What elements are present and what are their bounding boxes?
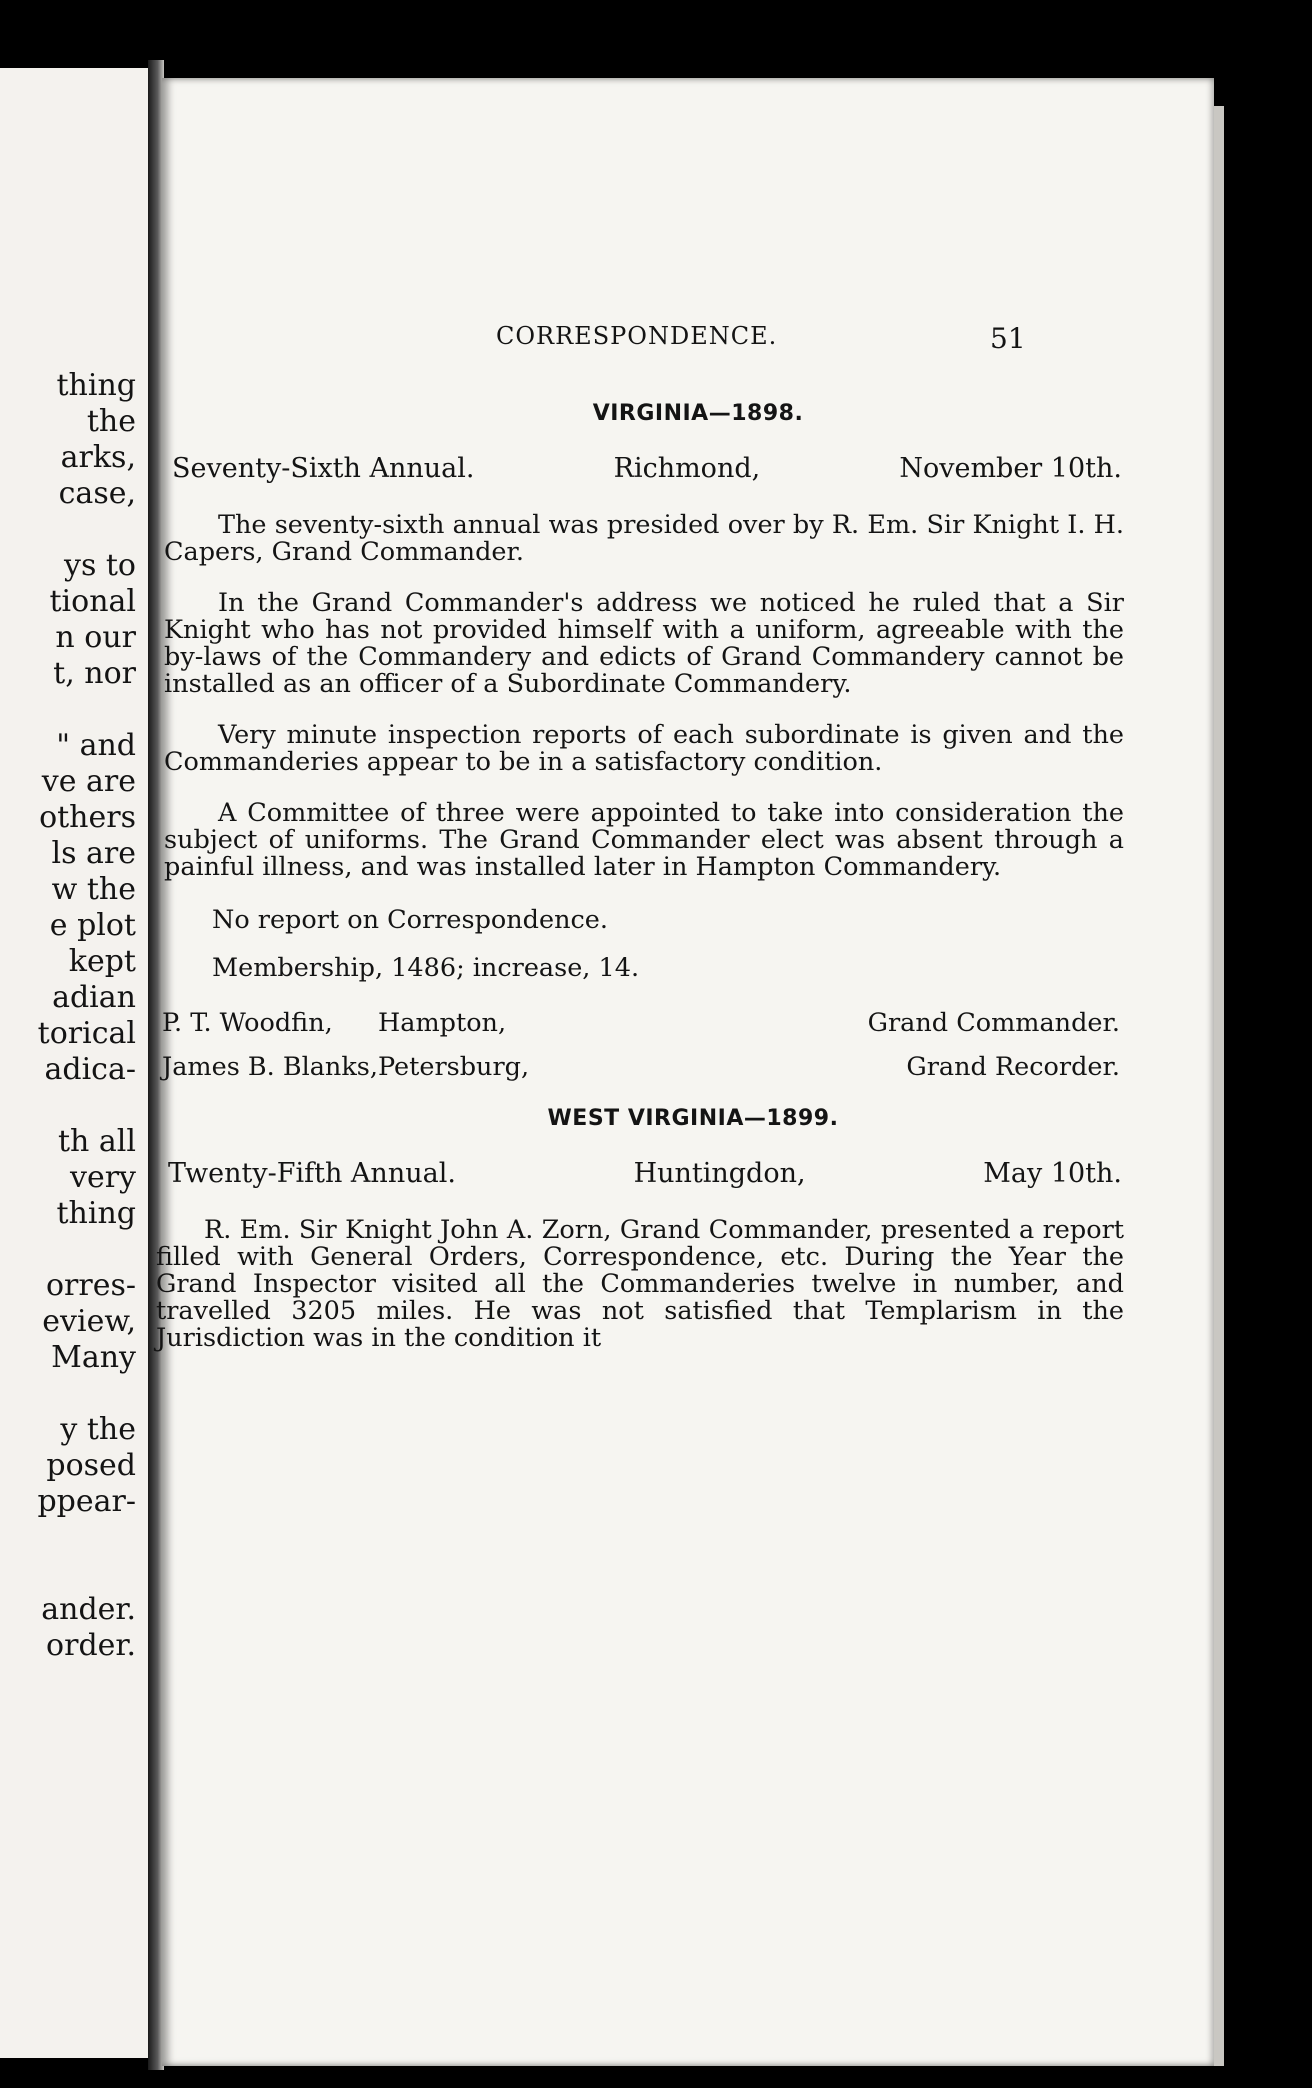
- facing-page-line: others: [39, 800, 136, 835]
- facing-page-line: very: [70, 1160, 136, 1195]
- facing-page-line: [0, 1232, 136, 1268]
- facing-page-line: thing: [56, 1196, 136, 1231]
- facing-page-line: adica-: [44, 1052, 136, 1087]
- facing-page-line: [0, 1520, 136, 1556]
- facing-page-line: ppear-: [37, 1484, 136, 1519]
- session-date: November 10th.: [899, 453, 1122, 484]
- officer-name: P. T. Woodfin,: [162, 1008, 333, 1038]
- facing-page-line: [0, 1088, 136, 1124]
- officer-title: Grand Commander.: [867, 1008, 1120, 1038]
- facing-page-line: kept: [68, 944, 136, 979]
- facing-page-line: ve are: [41, 764, 136, 799]
- facing-page-line: n our: [55, 620, 136, 655]
- facing-page-text-column: [0, 368, 136, 1664]
- page-number: 51: [990, 322, 1026, 355]
- facing-page-line: orres-: [45, 1268, 136, 1303]
- facing-page-line: [0, 1556, 136, 1592]
- facing-page-line: order.: [46, 1628, 136, 1663]
- paragraph: Very minute inspection reports of each subordinate is given and the Commanderies appear to be in a satisfactory condition.: [164, 720, 1124, 777]
- page-edge: [1214, 106, 1224, 2066]
- no-report-line: No report on Correspondence.: [212, 905, 608, 935]
- facing-page-line: arks,: [60, 440, 136, 475]
- facing-page-line: y the: [60, 1412, 136, 1447]
- membership-line: Membership, 1486; increase, 14.: [212, 953, 640, 983]
- session-name: Seventy-Sixth Annual.: [172, 453, 475, 484]
- facing-page-line: tional: [49, 584, 136, 619]
- paragraph: R. Em. Sir Knight John A. Zorn, Grand Commander, presented a report filled with General Orders, Correspondence, etc. During the Year the Grand Inspector visited all the Commanderies twelve in number, and travelled 3205 miles. He was not satisfied that Templarism in the Jurisdiction was in the condition it: [156, 1215, 1124, 1353]
- facing-page-line: Many: [51, 1340, 136, 1375]
- section-title: VIRGINIA—1898.: [592, 401, 804, 426]
- session-info: [162, 448, 1214, 490]
- running-head: CORRESPONDENCE.: [496, 322, 778, 350]
- facing-page-line: " and: [56, 728, 136, 763]
- page-header: [162, 322, 1214, 362]
- session-date: May 10th.: [983, 1158, 1122, 1189]
- paragraph: In the Grand Commander's address we noticed he ruled that a Sir Knight who has not provided himself with a uniform, agreeable with the by-laws of the Commandery and edicts of Grand Commandery cannot be installed as an officer of a Subordinate Commandery.: [164, 588, 1124, 699]
- facing-page-line: torical: [37, 1016, 136, 1051]
- session-place: Richmond,: [613, 453, 761, 484]
- page-51: [156, 78, 1214, 2066]
- page-content: [156, 394, 1214, 1376]
- paragraph: The seventy-sixth annual was presided over by R. Em. Sir Knight I. H. Capers, Grand Commander.: [164, 510, 1124, 567]
- facing-page-line: posed: [46, 1448, 136, 1483]
- officer-name: James B. Blanks,: [162, 1052, 379, 1082]
- section-title: WEST VIRGINIA—1899.: [547, 1106, 839, 1131]
- facing-page-line: eview,: [42, 1304, 136, 1339]
- facing-page-line: w the: [51, 872, 136, 907]
- session-place: Huntingdon,: [633, 1158, 806, 1189]
- officer-row: [162, 1045, 1120, 1089]
- facing-page-line: th all: [58, 1124, 136, 1159]
- facing-page-line: adian: [52, 980, 136, 1015]
- facing-page-line: ander.: [41, 1592, 136, 1627]
- facing-page-line: [0, 692, 136, 728]
- facing-page-line: thing: [56, 368, 136, 403]
- session-info: [158, 1153, 1214, 1195]
- facing-page-line: the: [86, 404, 136, 439]
- facing-page-left: [0, 68, 148, 2058]
- officer-place: Petersburg,: [378, 1052, 530, 1082]
- facing-page-line: ys to: [64, 548, 136, 583]
- facing-page-line: [0, 1376, 136, 1412]
- facing-page-line: e plot: [49, 908, 136, 943]
- facing-page-line: [0, 512, 136, 548]
- west-virginia-section: [156, 1099, 1214, 1353]
- officer-title: Grand Recorder.: [906, 1052, 1120, 1082]
- facing-page-line: case,: [58, 476, 136, 511]
- session-name: Twenty-Fifth Annual.: [168, 1158, 456, 1189]
- facing-page-line: ls are: [51, 836, 136, 871]
- officer-row: [162, 1001, 1120, 1045]
- paragraph: A Committee of three were appointed to take into consideration the subject of uniforms. The Grand Commander elect was absent through a painful illness, and was installed later in Hampton Commandery.: [164, 798, 1124, 882]
- officer-place: Hampton,: [378, 1008, 507, 1038]
- facing-page-line: t, nor: [53, 656, 136, 691]
- virginia-section: [162, 394, 1214, 1089]
